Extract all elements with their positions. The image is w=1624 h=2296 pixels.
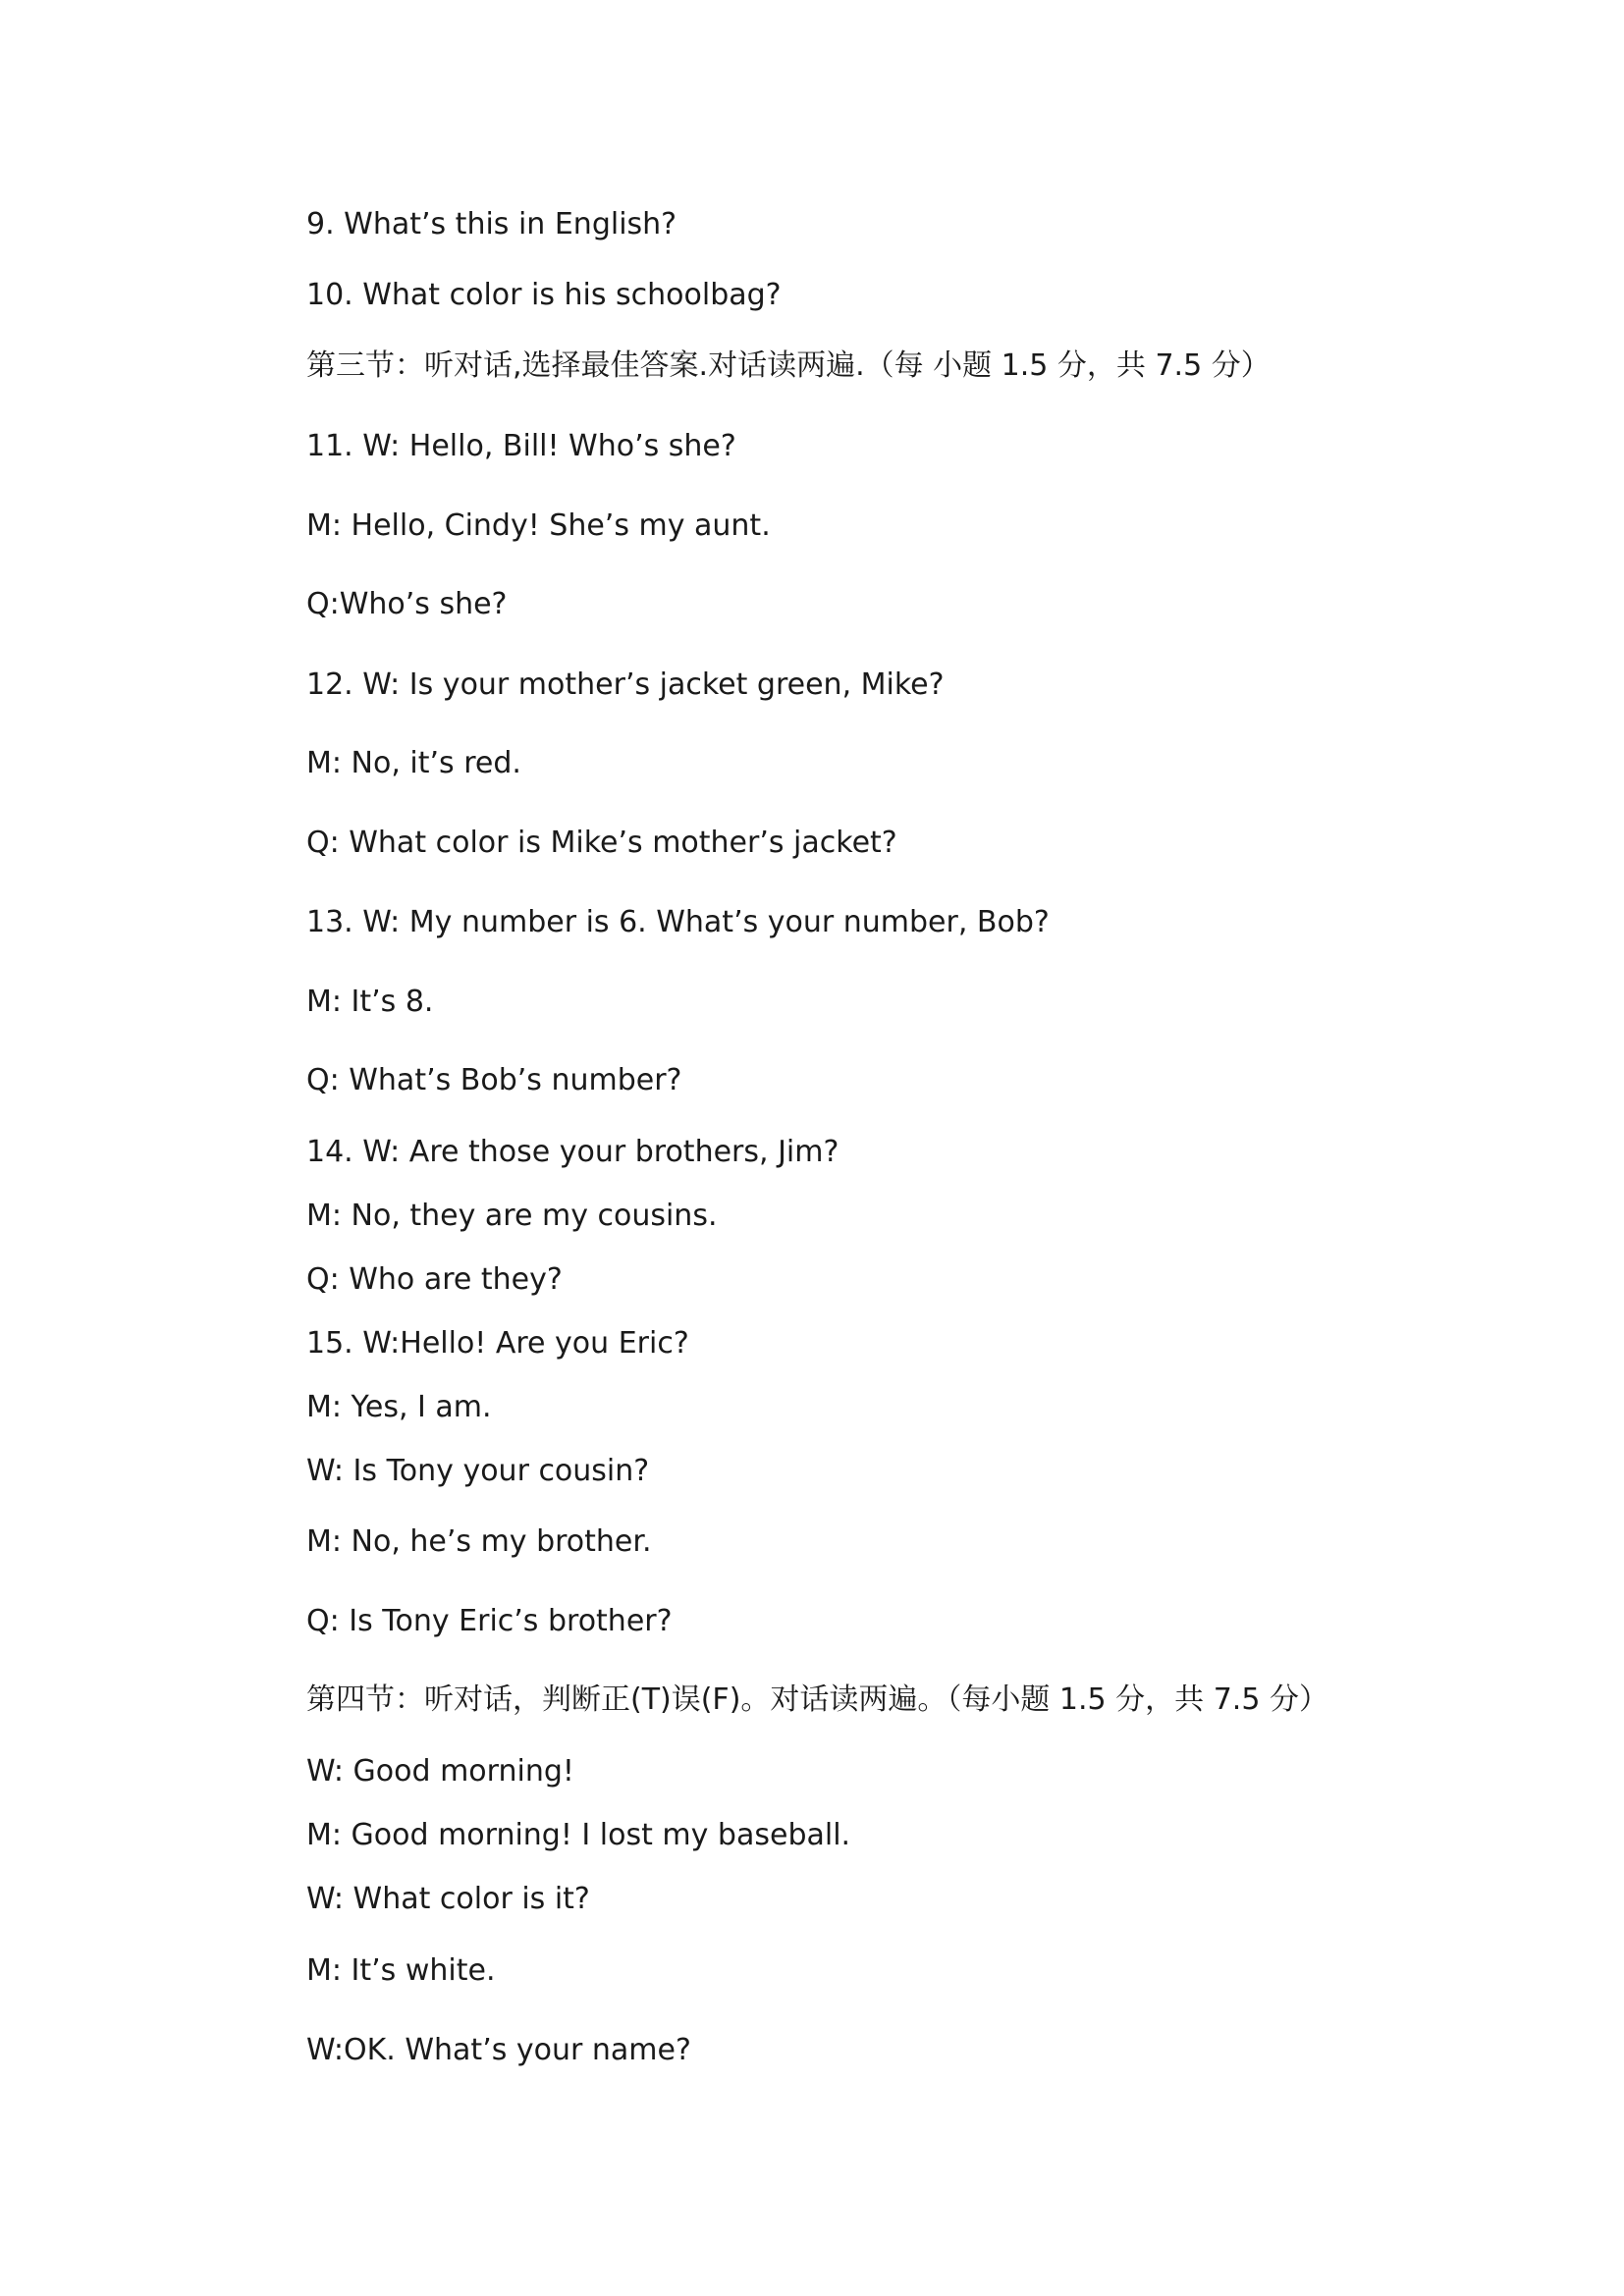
dialogue-line: M: No, they are my cousins. xyxy=(306,1199,718,1233)
question-line: Q: What’s Bob’s number? xyxy=(306,1063,682,1097)
dialogue-line: M: No, he’s my brother. xyxy=(306,1524,652,1559)
dialogue-line: M: Yes, I am. xyxy=(306,1390,492,1424)
dialogue-line: 12. W: Is your mother’s jacket green, Mike? xyxy=(306,667,945,702)
dialogue-line: M: It’s 8. xyxy=(306,985,434,1019)
section-3-heading: 第三节：听对话,选择最佳答案.对话读两遍.（每 小题 1.5 分，共 7.5 分） xyxy=(306,348,1271,383)
dialogue-line: W:OK. What’s your name? xyxy=(306,2033,691,2067)
dialogue-line: 13. W: My number is 6. What’s your number, Bob? xyxy=(306,905,1050,939)
dialogue-line: W: What color is it? xyxy=(306,1882,590,1916)
question-line: Q: What color is Mike’s mother’s jacket? xyxy=(306,826,897,860)
dialogue-line: M: It’s white. xyxy=(306,1953,496,1988)
dialogue-line: W: Is Tony your cousin? xyxy=(306,1454,650,1488)
question-line: Q: Who are they? xyxy=(306,1262,563,1297)
dialogue-line: M: Hello, Cindy! She’s my aunt. xyxy=(306,508,771,543)
question-line: Q: Is Tony Eric’s brother? xyxy=(306,1604,673,1638)
question-9: 9. What’s this in English? xyxy=(306,207,677,241)
dialogue-line: M: No, it’s red. xyxy=(306,746,521,780)
dialogue-line: 14. W: Are those your brothers, Jim? xyxy=(306,1135,839,1169)
section-4-heading: 第四节：听对话，判断正(T)误(F)。对话读两遍。（每小题 1.5 分，共 7.5 分） xyxy=(306,1682,1328,1717)
dialogue-line: 11. W: Hello, Bill! Who’s she? xyxy=(306,429,736,463)
question-10: 10. What color is his schoolbag? xyxy=(306,278,782,312)
dialogue-line: M: Good morning! I lost my baseball. xyxy=(306,1818,851,1852)
question-line: Q:Who’s she? xyxy=(306,587,508,621)
dialogue-line: 15. W:Hello! Are you Eric? xyxy=(306,1326,689,1361)
dialogue-line: W: Good morning! xyxy=(306,1754,574,1789)
